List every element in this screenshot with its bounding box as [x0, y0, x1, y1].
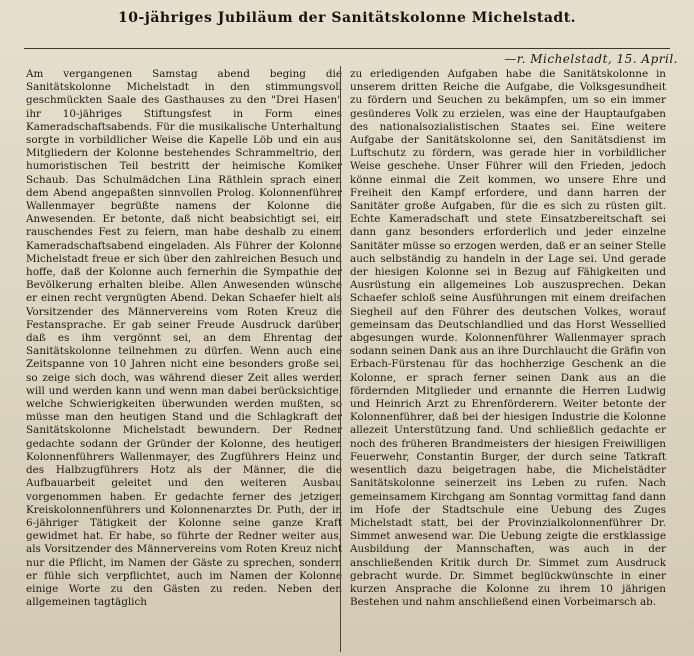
article-column-right — [350, 68, 666, 652]
headline-rule — [24, 48, 670, 49]
column-divider — [340, 66, 341, 652]
dateline: —r. Michelstadt, 15. April. — [504, 52, 678, 66]
article-headline: 10-jähriges Jubiläum der Sanitätskolonne Michelstadt. — [117, 10, 577, 26]
right-column-text: zu erledigenden Aufgaben habe die Sanitätskolonne in unserem dritten Reiche die Aufgabe, die Volksgesundheit zu fördern und Seuchen zu bekämpfen, um so ein immer gesünderes Volk zu erzielen, was eine der Hauptaufgaben des nationalsozialistischen Staates sei. Eine weitere Aufgabe der Sanitätskolonne sei, den Sanitätsdienst im Luftschutz zu fördern, was gerade hier in vorbildlicher Weise geschehe. Unser Führer will den Frieden, jedoch könne einmal die Zeit kommen, wo unsere Ehre und Freiheit den Kampf erfordere, und dann harren der Sanitäter große Aufgaben, für die es sich zu rüsten gilt. Echte Kameradschaft und stete Einsatzbereitschaft sei dann ganz besonders erforderlich und jeder einzelne Sanitäter müsse so erzogen werden, daß er an seiner Stelle auch selbständig zu handeln in der Lage sei. Und gerade der hiesigen Kolonne sei in Bezug auf Fähigkeiten und Ausrüstung ein allgemeines Lob auszusprechen. Dekan Schaefer schloß seine Ausführungen mit einem dreifachen Siegheil auf den Führer des deutschen Volkes, worauf gemeinsam das Deutschlandlied und das Horst Wessellied abgesungen wurde. Kolonnenführer Wallenmayer sprach sodann seinen Dank aus an ihre Durchlaucht die Gräfin von Erbach-Fürstenau für das hochherzige Geschenk an die Kolonne, er sprach ferner seinen Dank aus an die fördernden Mitglieder und ernannte die Herren Ludwig und Heinrich Arzt zu Ehrenförderern. Weiter betonte der Kolonnenführer, daß bei der hiesigen Industrie die Kolonne allezeit Unterstützung fand. Und schließlich gedachte er noch des früheren Brandmeisters der hiesigen Freiwilligen Feuerwehr, Constantin Burger, der durch seine Tatkraft wesentlich dazu beigetragen habe, die Michelstädter Sanitätskolonne seinerzeit ins Leben zu rufen. Nach gemeinsamem Kirchgang am Sonntag vormittag fand dann im Hofe der Stadtschule eine Uebung des Zuges Michelstadt statt, bei der Provinzialkolonnenführer Dr. Simmet anwesend war. Die Uebung zeigte die erstklassige Ausbildung der Mannschaften, was auch in der anschließenden Kritik durch Dr. Simmet zum Ausdruck gebracht wurde. Dr. Simmet beglückwünschte in einer kurzen Ansprache die Kolonne zu ihrem 10 jährigen Bestehen und nahm anschließend einen Vorbeimarsch ab. — [350, 68, 666, 609]
left-column-text: Am vergangenen Samstag abend beging die Sanitätskolonne Michelstadt in den stimmungsvoll geschmückten Saale des Gasthauses zu den "Drei Hasen" ihr 10-jähriges Stiftungsfest in Form eines Kameradschaftsabends. Für die musikalische Unterhaltung sorgte in vorbildlicher Weise die Kapelle Löb und ein aus Mitgliedern der Kolonne bestehendes Schrammeltrio, den humoristischen Teil bestritt der heimische Komiker Schaub. Das Schulmädchen Lina Räthlein sprach einen dem Abend angepaßten sinnvollen Prolog. Kolonnenführer Wallenmayer begrüßte namens der Kolonne die Anwesenden. Er betonte, daß nicht beabsichtigt sei, ein rauschendes Fest zu feiern, man habe deshalb zu einem Kameradschaftsabend eingeladen. Als Führer der Kolonne Michelstadt freue er sich über den zahlreichen Besuch und hoffe, daß der Kolonne auch fernerhin die Sympathie der Bevölkerung erhalten bleibe. Allen Anwesenden wünsche er einen recht vergnügten Abend. Dekan Schaefer hielt als Vorsitzender des Männervereins vom Roten Kreuz die Festansprache. Er gab seiner Freude Ausdruck darüber, daß es ihm vergönnt sei, an dem Ehrentag der Sanitätskolonne teilnehmen zu dürfen. Wenn auch eine Zeitspanne von 10 Jahren nicht eine besonders große sei, so zeige sich doch, was während dieser Zeit alles werden will und werden kann und wenn man dabei berücksichtige, welche Schwierigkeiten überwunden werden mußten, so müsse man den heutigen Stand und die Schlagkraft der Sanitätskolonne Michelstadt bewundern. Der Redner gedachte sodann der Gründer der Kolonne, des heutigen Kolonnenführers Wallenmayer, des Zugführers Heinz und des Halbzugführers Hotz als der Männer, die die Aufbauarbeit geleitet und den weiteren Ausbau vorgenommen haben. Er gedachte ferner des jetzigen Kreiskolonnenführers und Kolonnenarztes Dr. Puth, der in 6-jähriger Tätigkeit der Kolonne seine ganze Kraft gewidmet hat. Er habe, so führte der Redner weiter aus, als Vorsitzender des Männervereins vom Roten Kreuz nicht nur die Pflicht, im Namen der Gäste zu sprechen, sondern er fühle sich verpflichtet, auch im Namen der Kolonne einige Worte zu den Gästen zu reden. Neben den allgemeinen tagtäglich — [26, 68, 342, 609]
article-column-left — [26, 68, 342, 652]
